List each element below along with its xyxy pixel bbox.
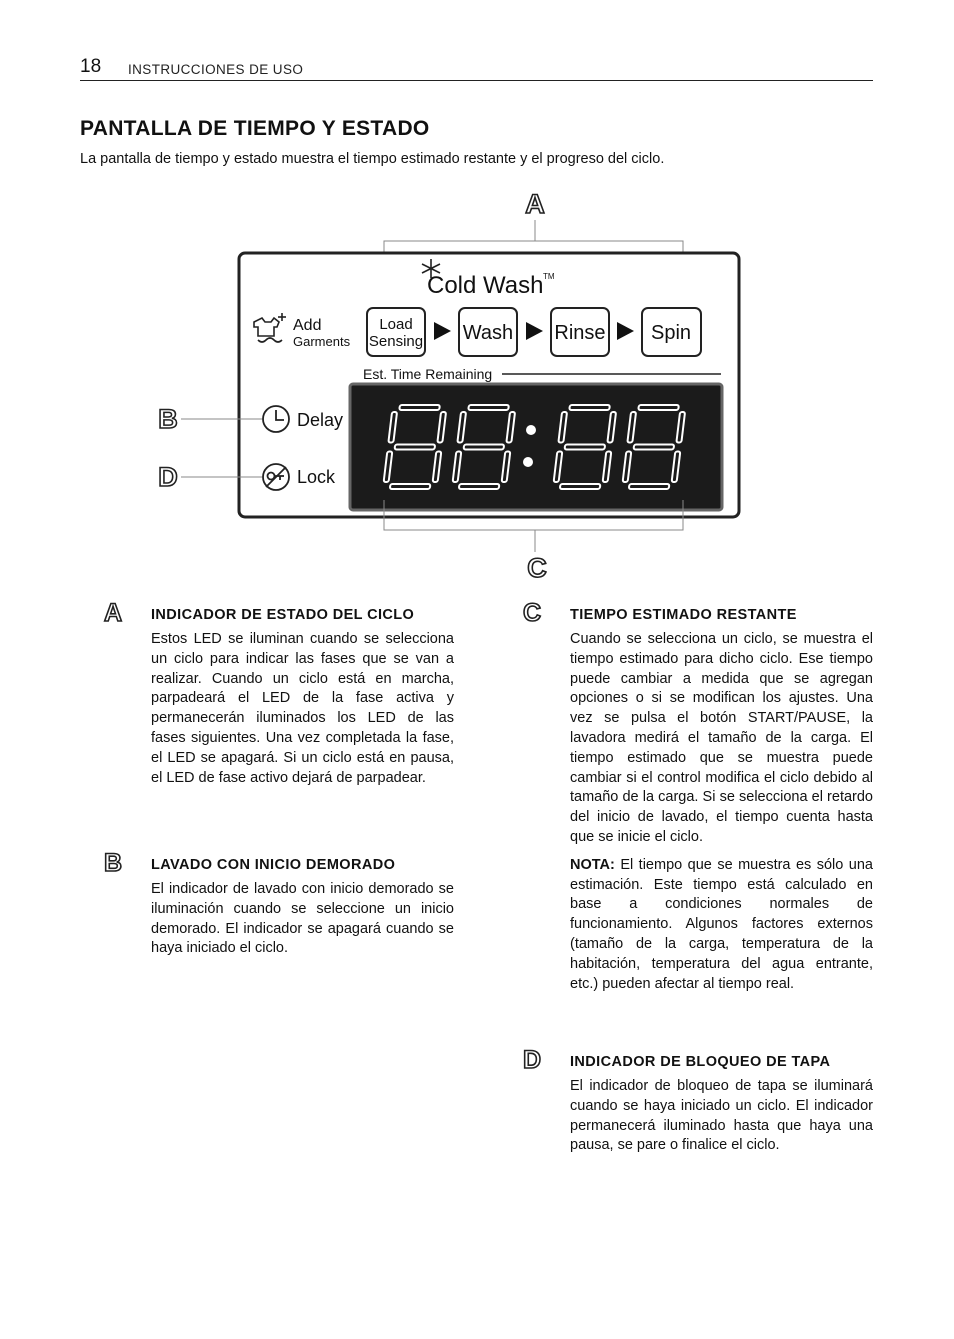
digit-segment [638,405,679,410]
section-letter: A [104,599,123,627]
add-label: Add [293,317,322,334]
section-letter: C [523,599,542,627]
section-b [104,849,454,959]
section-a [104,599,454,788]
colon-dot [526,425,536,435]
section-d [523,1046,873,1156]
page-number: 18 [80,56,102,77]
digit-segment [395,445,436,450]
callout-a: A [525,189,545,219]
section-title: INDICADOR DE ESTADO DEL CICLO [151,607,415,623]
note-text: El tiempo que se muestra es sólo una estimación. Este tiempo está calculado en base a condiciones normales de funcionamiento. Algunos factores externos (tamaño de la carga, temperatura de la habitación, temperatura del agua entrante, etc.) pueden afectar al tiempo real. [570,856,873,992]
digit-segment [399,405,440,410]
digit-segment [459,484,500,489]
rinse-label: Rinse [554,322,606,344]
running-header: INSTRUCCIONES DE USO [128,62,304,77]
load-label: Load [379,316,413,333]
section-letter: D [523,1046,542,1074]
section-text: Cuando se selecciona un ciclo, se muestra el tiempo estimado para dicho ciclo. Ese tiempo puede cambiar a medida que se agregan opciones o si se modifican los ajustes. Una vez se pulsa el botón START/PAUSE, la lavadora medirá el tamaño de la carga. El tiempo estimado que se muestra puede cambiar si el control modifica el ciclo debido al tamaño de la carga. Si se selecciona el retardo del inicio de lavado, el tiempo cuenta hasta que se inicie el ciclo. [570,631,873,845]
callout-c: C [527,553,547,583]
digit-segment [569,405,610,410]
garments-label: Garments [293,334,351,349]
digit-segment [464,445,505,450]
digit-segment [565,445,606,450]
delay-label: Delay [297,410,344,430]
note-paragraph [570,856,873,995]
section-letter: B [104,849,123,877]
callout-b: B [158,404,178,434]
section-text: Estos LED se iluminan cuando se selecciona un ciclo para indicar las fases que se van a realizar. Cuando un ciclo está en marcha, parpadeará el LED de la fase activa y permanecerán iluminados los LED de las fases siguientes. Una vez completada la fase, el LED se apagará. Si un ciclo está en pausa, el LED de fase activo dejará de parpadear. [151,631,454,786]
spin-label: Spin [650,322,692,344]
colon-dot [523,457,533,467]
section-title: TIEMPO ESTIMADO RESTANTE [570,607,797,623]
section-title: LAVADO CON INICIO DEMORADO [151,857,396,873]
callout-d: D [158,462,178,492]
trademark-mark: TM [543,272,555,281]
intro-text: La pantalla de tiempo y estado muestra el tiempo estimado restante y el progreso del ciclo. [80,151,665,167]
lock-label: Lock [297,467,336,487]
sensing-label: Sensing [368,333,424,350]
section-text: El indicador de lavado con inicio demorado se iluminación cuando se seleccione un inicio demorado. El indicador se apagará cuando se haya iniciado el ciclo. [151,881,454,957]
section-title: INDICADOR DE BLOQUEO DE TAPA [570,1054,831,1070]
wash-label: Wash [462,322,514,344]
digit-segment [468,405,509,410]
cold-wash-label: Cold Wash [427,272,544,299]
est-time-label: Est. Time Remaining [363,366,493,382]
section-text: El indicador de bloqueo de tapa se iluminará cuando se haya iniciado un ciclo. El indicador permanecerá iluminado hasta que haya una pausa, se pare o finalice el ciclo. [570,1078,873,1154]
page-title: PANTALLA DE TIEMPO Y ESTADO [80,117,430,140]
digit-segment [390,484,431,489]
digit-segment [560,484,601,489]
digit-segment [634,445,675,450]
control-panel-diagram [0,0,954,600]
note-label: NOTA: [570,856,615,873]
digit-segment [629,484,670,489]
section-c [523,599,873,994]
